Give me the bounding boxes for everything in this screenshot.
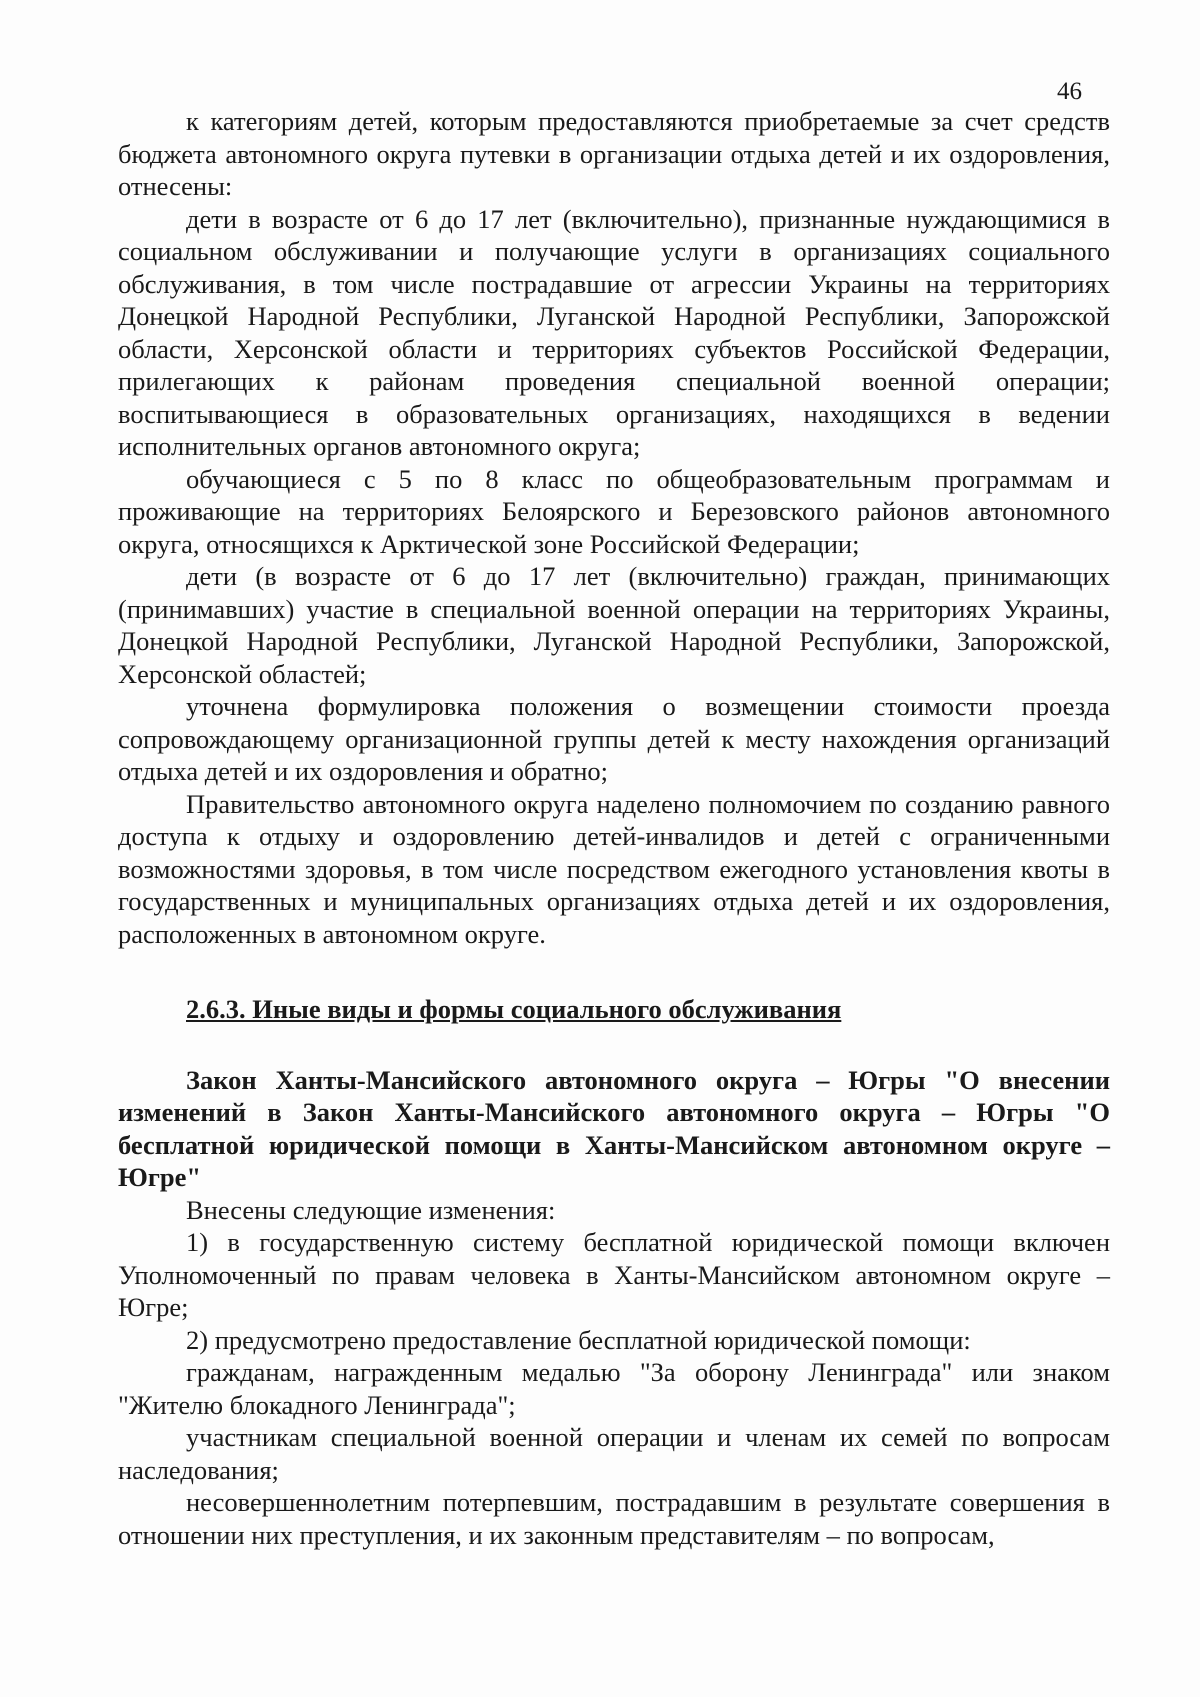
paragraph: 1) в государственную систему бесплатной юридической помощи включен Уполномоченный по правам человека в Ханты-Мансийском автономном округе – Югре; (118, 1227, 1110, 1322)
paragraph: Внесены следующие изменения: (186, 1194, 556, 1225)
paragraph: 2) предусмотрено предоставление бесплатной юридической помощи: (186, 1324, 971, 1355)
paragraph: гражданам, награжденным медалью "За оборону Ленинграда" или знаком "Жителю блокадного Ленинграда"; (118, 1357, 1110, 1420)
page-number: 46 (1057, 78, 1082, 105)
paragraph: к категориям детей, которым предоставляются приобретаемые за счет средств бюджета автономного округа путевки в организации отдыха детей и их оздоровления, отнесены: (118, 106, 1110, 201)
paragraph: Правительство автономного округа наделено полномочием по созданию равного доступа к отдыху и оздоровлению детей-инвалидов и детей с ограниченными возможностями здоровья, в том числе посредством ежегодного установления квоты в государственных и муниципальных организациях отдыха детей и их оздоровления, расположенных в автономном округе. (118, 788, 1110, 949)
paragraph: несовершеннолетним потерпевшим, пострадавшим в результате совершения в отношении них преступления, и их законным представителям – по вопросам, (118, 1487, 1110, 1550)
paragraph: обучающиеся с 5 по 8 класс по общеобразовательным программам и проживающие на территориях Белоярского и Березовского районов автономного округа, относящихся к Арктической зоне Российской Федерации; (118, 463, 1110, 559)
document-body (118, 105, 1110, 1551)
paragraph: дети (в возрасте от 6 до 17 лет (включительно) граждан, принимающих (принимавших) участие в специальной военной операции на территориях Украины, Донецкой Народной Республики, Луганской Народной Республики, Запорожской, Херсонской областей; (118, 561, 1110, 689)
law-title: Закон Ханты-Мансийского автономного округа – Югры "О внесении изменений в Закон Ханты-Мансийского автономного округа – Югры "О бесплатной юридической помощи в Ханты-Мансийском автономном округе – Югре" (118, 1064, 1110, 1192)
section-heading: 2.6.3. Иные виды и формы социального обслуживания (186, 994, 842, 1024)
paragraph: дети в возрасте от 6 до 17 лет (включительно), признанные нуждающимися в социальном обслуживании и получающие услуги в организациях социального обслуживания, в том числе пострадавшие от агрессии Украины на территориях Донецкой Народной Республики, Луганской Народной Республики, Запорожской области, Херсонской области и территориях субъектов Российской Федерации, прилегающих к районам проведения специальной военной операции; воспитывающиеся в образовательных организациях, находящихся в ведении исполнительных органов автономного округа; (118, 203, 1110, 461)
paragraph: участникам специальной военной операции и членам их семей по вопросам наследования; (118, 1422, 1110, 1485)
paragraph: уточнена формулировка положения о возмещении стоимости проезда сопровождающему организационной группы детей к месту нахождения организаций отдыха детей и их оздоровления и обратно; (118, 691, 1110, 786)
